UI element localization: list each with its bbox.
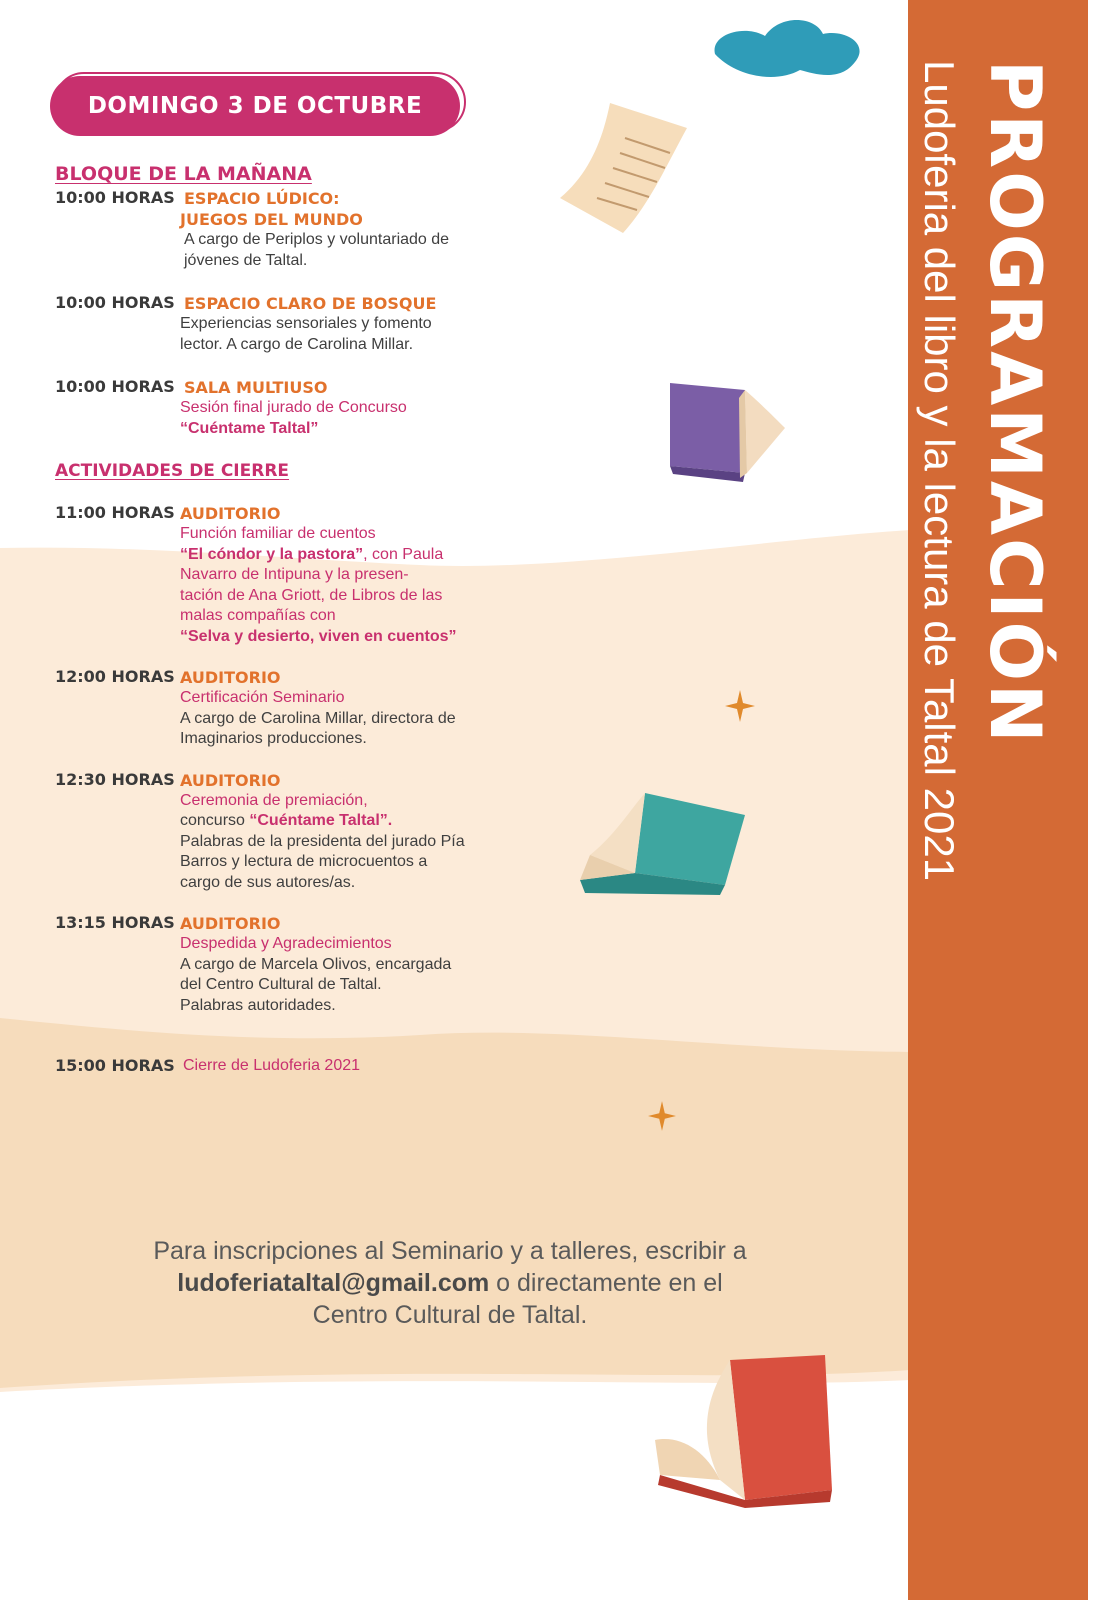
entry-time: 15:00 HORAS — [55, 1056, 175, 1075]
schedule-entry — [55, 377, 555, 439]
program-schedule — [55, 163, 555, 1077]
schedule-entry — [55, 188, 555, 271]
entry-time: 10:00 HORAS — [55, 293, 175, 312]
entry-line: “Selva y desierto, viven en cuentos” — [180, 627, 457, 645]
entry-line: tación de Ana Griott, de Libros de las — [180, 586, 443, 604]
entry-line: A cargo de Periplos y voluntariado de — [184, 231, 450, 248]
entry-line: A cargo de Marcela Olivos, encargada — [180, 955, 452, 973]
entry-time: 12:00 HORAS — [55, 667, 175, 686]
note-line: Para inscripciones al Seminario y a talleres, escribir a — [153, 1237, 747, 1265]
contact-email[interactable]: ludoferiataltal@gmail.com — [177, 1269, 490, 1297]
entry-line: A cargo de Carolina Millar, directora de — [180, 709, 456, 727]
registration-note — [60, 1235, 840, 1331]
entry-line: Imaginarios producciones. — [180, 730, 367, 747]
closing-heading: ACTIVIDADES DE CIERRE — [55, 461, 290, 481]
note-line: Centro Cultural de Taltal. — [312, 1301, 588, 1329]
entry-venue-continued: JUEGOS DEL MUNDO — [180, 210, 363, 229]
entry-time: 13:15 HORAS — [55, 913, 175, 932]
star-icon — [648, 1100, 676, 1132]
entry-venue: ESPACIO LÚDICO: — [184, 189, 340, 208]
schedule-entry — [55, 913, 555, 1016]
entry-line: Palabras de la presidenta del jurado Pía — [180, 832, 465, 850]
entry-line: malas compañías con — [180, 607, 336, 624]
star-icon — [725, 690, 755, 722]
side-title: PROGRAMACIÓN — [974, 60, 1056, 746]
entry-line — [180, 811, 555, 832]
entry-venue: ESPACIO CLARO DE BOSQUE — [184, 294, 437, 313]
entry-line — [180, 545, 555, 566]
schedule-entry — [55, 667, 555, 750]
entry-line: Barros y lectura de microcuentos a — [180, 853, 428, 870]
entry-line: del Centro Cultural de Taltal. — [180, 976, 382, 993]
entry-time: 11:00 HORAS — [55, 503, 175, 522]
schedule-entry — [55, 503, 555, 647]
morning-heading: BLOQUE DE LA MAÑANA — [55, 163, 312, 185]
entry-line-tail: , con Paula — [363, 545, 444, 563]
entry-line: Sesión final jurado de Concurso — [180, 399, 407, 416]
note-line — [60, 1267, 840, 1299]
teal-book-icon — [575, 785, 755, 900]
purple-book-icon — [665, 378, 790, 488]
entry-venue: AUDITORIO — [180, 914, 281, 933]
entry-line-head: concurso — [180, 812, 250, 829]
entry-line: Navarro de Intipuna y la presen- — [180, 566, 409, 583]
entry-line: Certificación Seminario — [180, 689, 345, 706]
entry-line: Palabras autoridades. — [180, 996, 336, 1014]
date-pill — [50, 76, 460, 136]
schedule-entry — [55, 770, 555, 894]
entry-line: Función familiar de cuentos — [180, 525, 376, 542]
entry-time: 10:00 HORAS — [55, 188, 175, 207]
story-title: “El cóndor y la pastora” — [180, 545, 364, 563]
entry-line: lector. A cargo de Carolina Millar. — [180, 335, 414, 353]
entry-time: 10:00 HORAS — [55, 377, 175, 396]
red-book-icon — [650, 1340, 840, 1510]
schedule-entry — [55, 1056, 555, 1077]
entry-time: 12:30 HORAS — [55, 769, 175, 789]
note-line-tail: o directamente en el — [489, 1269, 723, 1297]
entry-line: cargo de sus autores/as. — [180, 873, 356, 891]
entry-line: Ceremonia de premiación, — [180, 791, 368, 809]
entry-venue: AUDITORIO — [180, 504, 281, 523]
entry-venue: AUDITORIO — [180, 668, 281, 687]
entry-venue: AUDITORIO — [180, 770, 281, 790]
entry-line: jóvenes de Taltal. — [184, 251, 308, 269]
paper-sheet-icon — [555, 98, 695, 238]
entry-venue: SALA MULTIUSO — [184, 378, 328, 397]
entry-line: Experiencias sensoriales y fomento — [180, 315, 432, 332]
side-subtitle: Ludoferia del libro y la lectura de Taltal 2021 — [916, 60, 963, 882]
contest-title: “Cuéntame Taltal”. — [249, 812, 393, 829]
date-label: DOMINGO 3 DE OCTUBRE — [87, 93, 423, 119]
schedule-entry — [55, 293, 555, 355]
side-title-block — [913, 60, 1055, 881]
cloud-icon — [705, 14, 870, 84]
entry-line: Despedida y Agradecimientos — [180, 935, 392, 952]
entry-line: “Cuéntame Taltal” — [180, 419, 319, 437]
entry-line: Cierre de Ludoferia 2021 — [183, 1057, 361, 1074]
